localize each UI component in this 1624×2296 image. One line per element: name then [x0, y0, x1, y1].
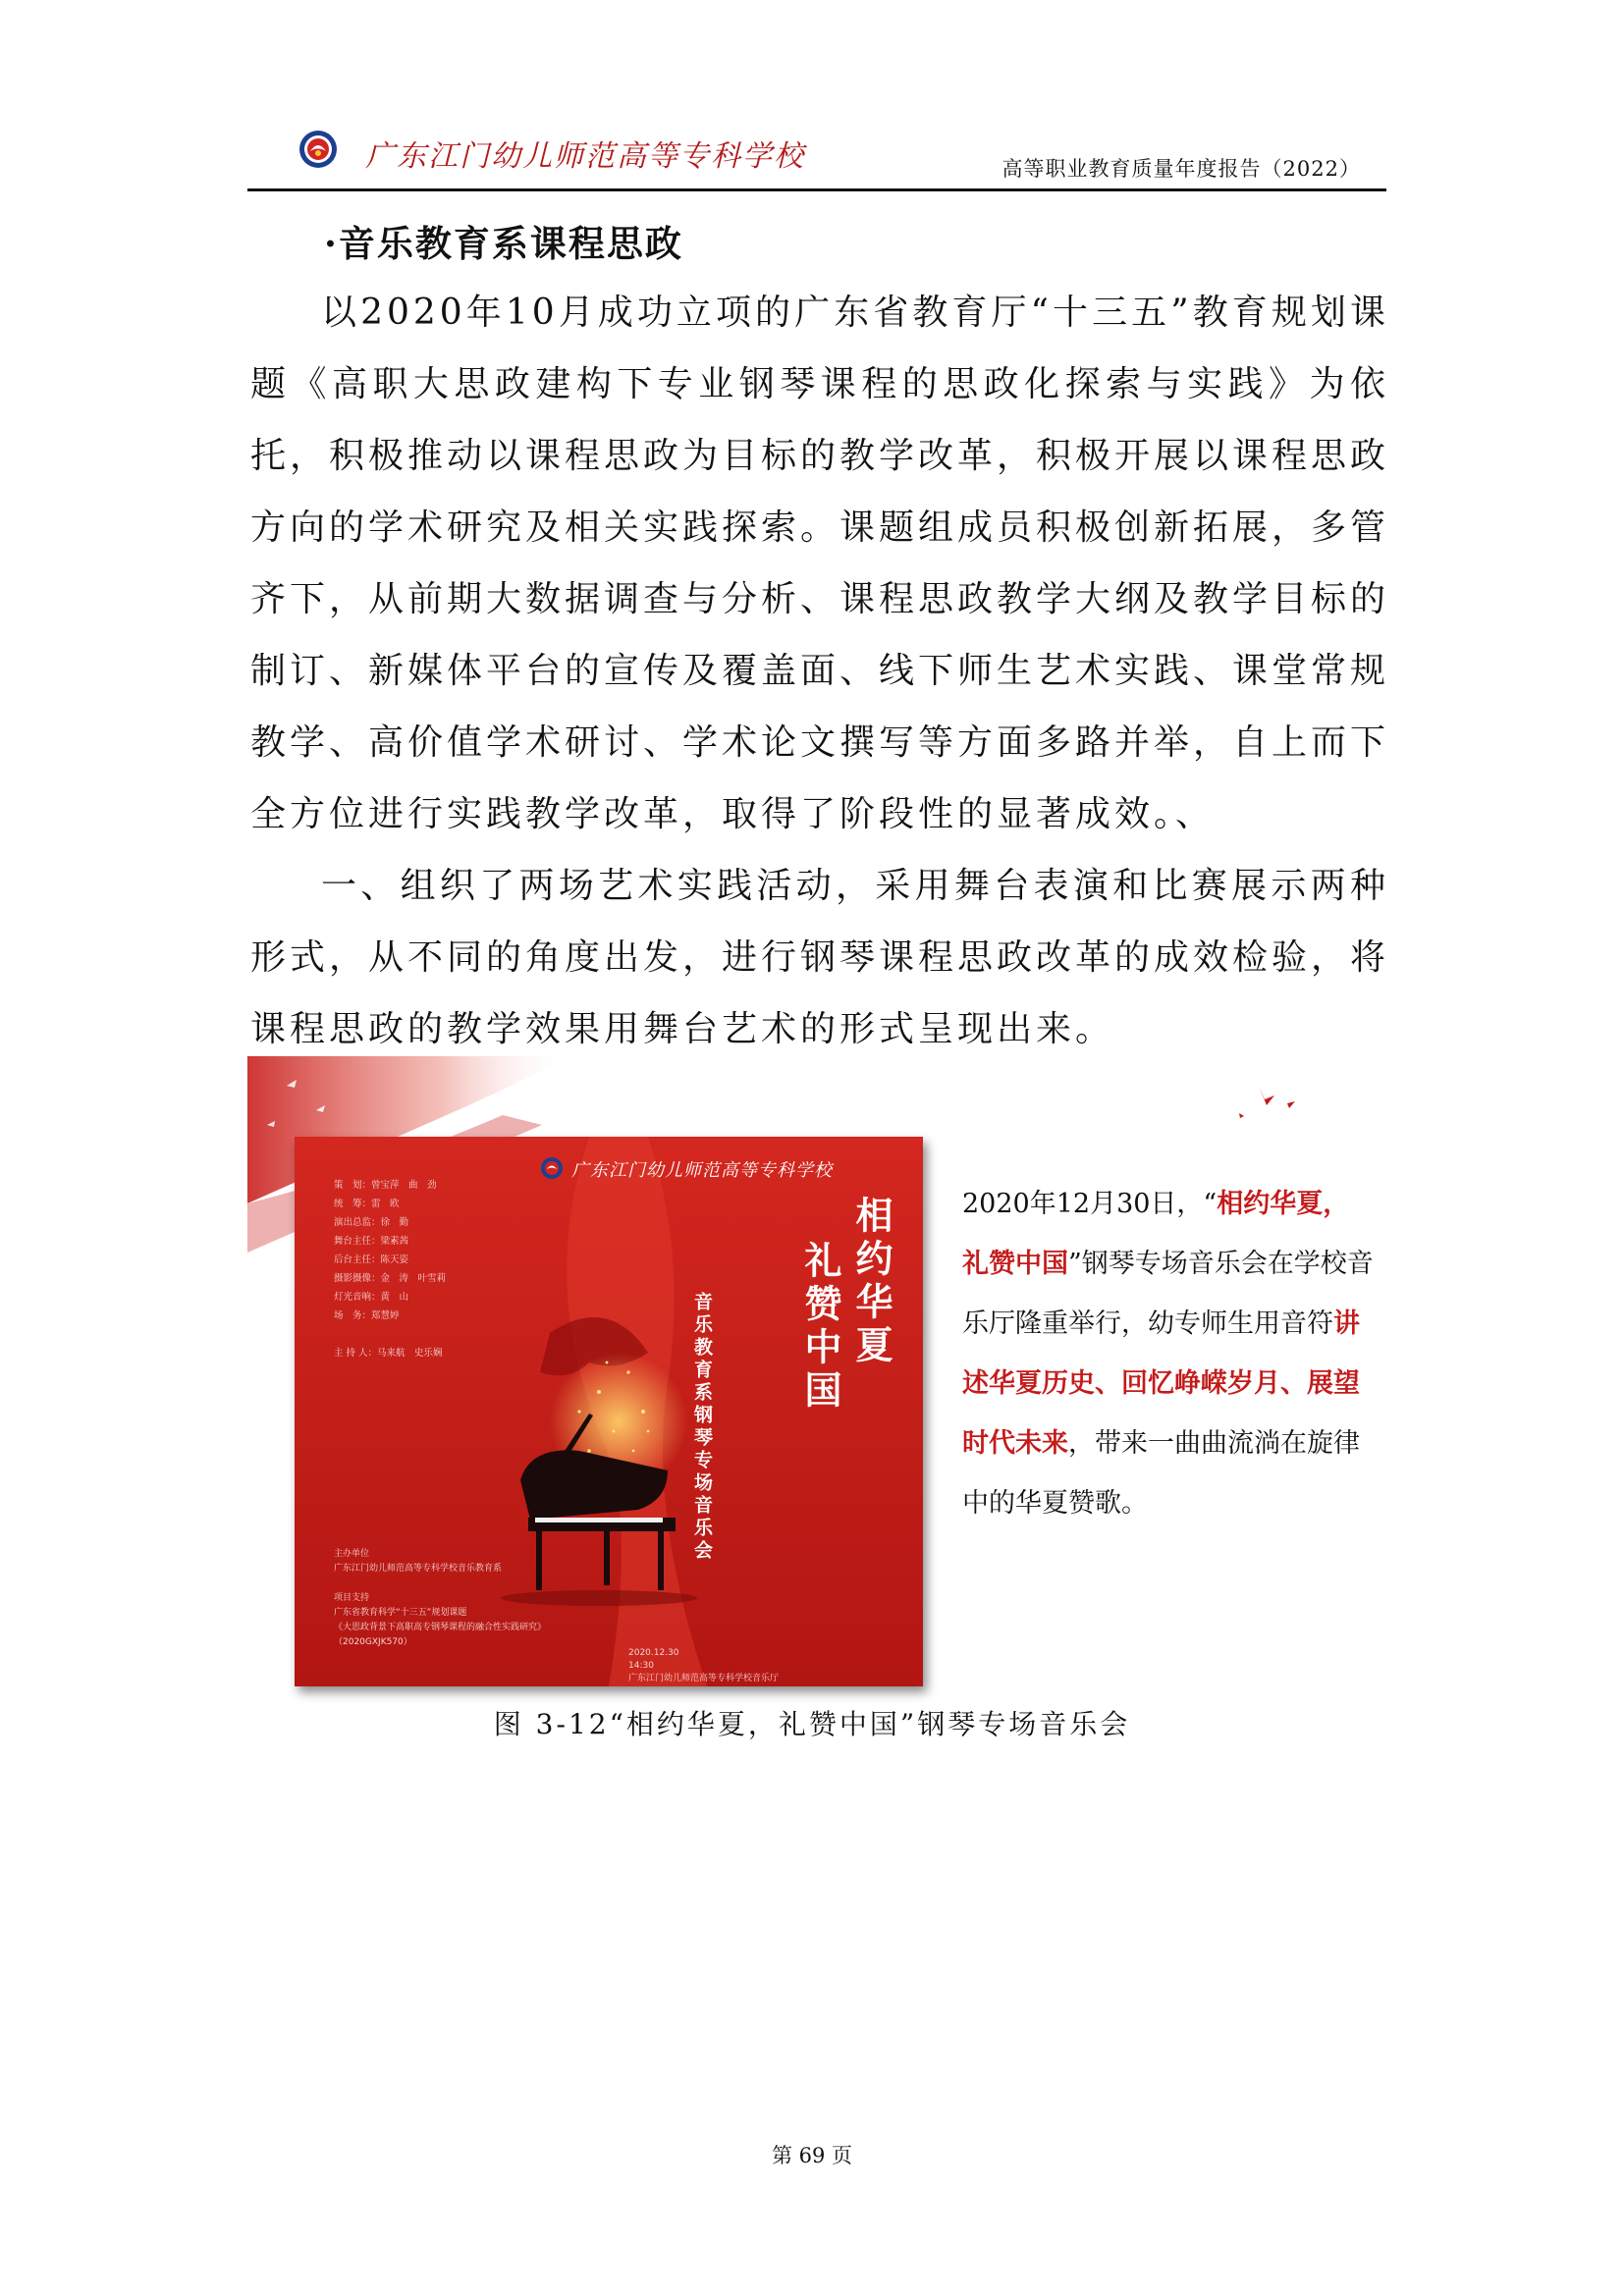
desc-text: 2020年12月30日，“ — [962, 1189, 1218, 1219]
desc-text: ”钢琴专场音乐会在学校音乐厅隆重举行，幼专师生用音符 — [962, 1249, 1374, 1339]
poster-title-line2: 礼赞中国 — [798, 1241, 842, 1414]
school-name: 广东江门幼儿师范高等专科学校 — [365, 139, 805, 174]
poster-title-line1: 相约华夏 — [849, 1196, 893, 1368]
report-title: 高等职业教育质量年度报告（2022） — [1001, 157, 1361, 181]
poster-sponsor: 主办单位 广东江门幼儿师范高等专科学校音乐教育系 项目支持 广东省教育科学“十三五”规划课题 《大思政背景下高职高专钢琴课程的融合性实践研究》 （2020GXJK570） — [334, 1549, 547, 1647]
concert-poster — [295, 1137, 923, 1686]
body-paragraph: 一、组织了两场艺术实践活动，采用舞台表演和比赛展示两种形式，从不同的角度出发，进行钢琴课程思政改革的成效检验，将课程思政的教学效果用舞台艺术的形式呈现出来。 — [250, 866, 1390, 1049]
poster-credits: 策 划：曾宝萍 曲 劲 统 筹：雷 欧 演出总监：徐 勤 舞台主任：梁素茜 后台主任：陈天姿 摄影摄像：金 涛 叶雪莉 灯光音响：黄 山 场 务：郑慧婷 主 持 人：马来航 史乐娴 — [334, 1180, 447, 1359]
desc-highlight: 相约华夏，礼赞中国 — [962, 1189, 1350, 1279]
poster-school-name: 广东江门幼儿师范高等专科学校 — [571, 1160, 833, 1181]
birds-decoration-icon — [1229, 1076, 1318, 1135]
section-title: ·音乐教育系课程思政 — [324, 222, 683, 265]
figure-caption: 图 3-12“相约华夏，礼赞中国”钢琴专场音乐会 — [493, 1708, 1131, 1740]
poster-logo-icon — [540, 1156, 564, 1180]
poster-subtitle: 音乐教育系钢琴专场音乐会 — [691, 1292, 713, 1563]
page-header — [247, 118, 1386, 196]
page-number: 第 69 页 — [771, 2144, 853, 2167]
desc-highlight: 讲述华夏历史、回忆峥嵘岁月、展望时代未来 — [962, 1308, 1360, 1459]
figure-description — [962, 1174, 1375, 1533]
poster-date-venue: 2020.12.30 14:30 广东江门幼儿师范高等专科学校音乐厅 — [628, 1648, 780, 1683]
header-divider — [247, 188, 1386, 191]
desc-text: ，带来一曲曲流淌在旋律中的华夏赞歌。 — [962, 1428, 1360, 1519]
body-paragraph: 以2020年10月成功立项的广东省教育厅“十三五”教育规划课题《高职大思政建构下专业钢琴课程的思政化探索与实践》为依托，积极推动以课程思政为目标的教学改革，积极开展以课程思政方向的学术研究及相关实践探索。课题组成员积极创新拓展，多管齐下，从前期大数据调查与分析、课程思政教学大纲及教学目标的制订、新媒体平台的宣传及覆盖面、线下师生艺术实践、课堂常规教学、高价值学术研讨、学术论文撰写等方面多路并举，自上而下全方位进行实践教学改革，取得了阶段性的显著成效。、 — [250, 293, 1390, 834]
figure-concert — [247, 1056, 1386, 1704]
school-logo-icon — [298, 130, 338, 169]
